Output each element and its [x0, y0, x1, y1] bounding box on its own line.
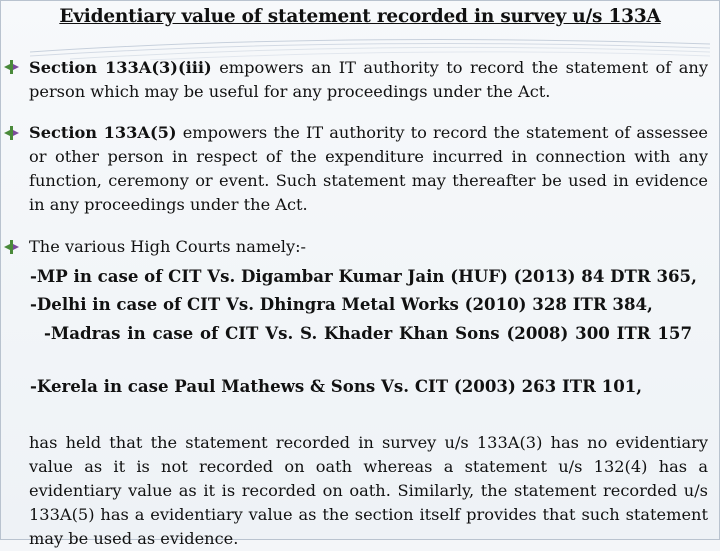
- section-reference: Section 133A(3)(iii): [29, 58, 212, 77]
- paragraph-section-133a3: [29, 56, 708, 104]
- paragraph-section-133a5: [29, 121, 708, 217]
- paragraph-high-courts: [29, 235, 708, 259]
- case-citation-kerela: -Kerela in case Paul Mathews & Sons Vs. CIT (2003) 263 ITR 101,: [30, 376, 643, 396]
- case-citation-madras: -Madras in case of CIT Vs. S. Khader Khan Sons (2008) 300 ITR 157: [44, 323, 692, 343]
- bullet-arrow-icon: [4, 126, 20, 140]
- paragraph-text: has held that the statement recorded in survey u/s 133A(3) has no evidentiary value as it is not recorded on oath whereas a statement u/s 132(4) has a evidentiary value as it is recorded on oath. Similarly, the statement recorded u/s 133A(5) has a evidentiary value as the section itself provides that such statement may be used as evidence.: [29, 433, 708, 548]
- section-reference: Section 133A(5): [29, 123, 177, 142]
- case-citation-delhi: -Delhi in case of CIT Vs. Dhingra Metal Works (2010) 328 ITR 384,: [30, 294, 653, 314]
- paragraph-conclusion: [29, 431, 708, 551]
- bullet-arrow-icon: [4, 240, 20, 254]
- bullet-arrow-icon: [4, 60, 20, 74]
- paragraph-text: empowers the IT authority to record the statement of assessee or other person in respect of the expenditure incurred in connection with any function, ceremony or event. Such statement may thereafter be used in evidence in any proceedings under the Act.: [29, 123, 708, 214]
- case-citation-mp: -MP in case of CIT Vs. Digambar Kumar Jain (HUF) (2013) 84 DTR 365,: [30, 266, 697, 286]
- slide-title: Evidentiary value of statement recorded in survey u/s 133A: [59, 6, 661, 27]
- paragraph-text: The various High Courts namely:-: [29, 237, 307, 256]
- paragraph-text: empowers an IT authority to record the statement of any person which may be useful for any proceedings under the Act.: [29, 58, 709, 101]
- decorative-swoosh: [30, 26, 710, 60]
